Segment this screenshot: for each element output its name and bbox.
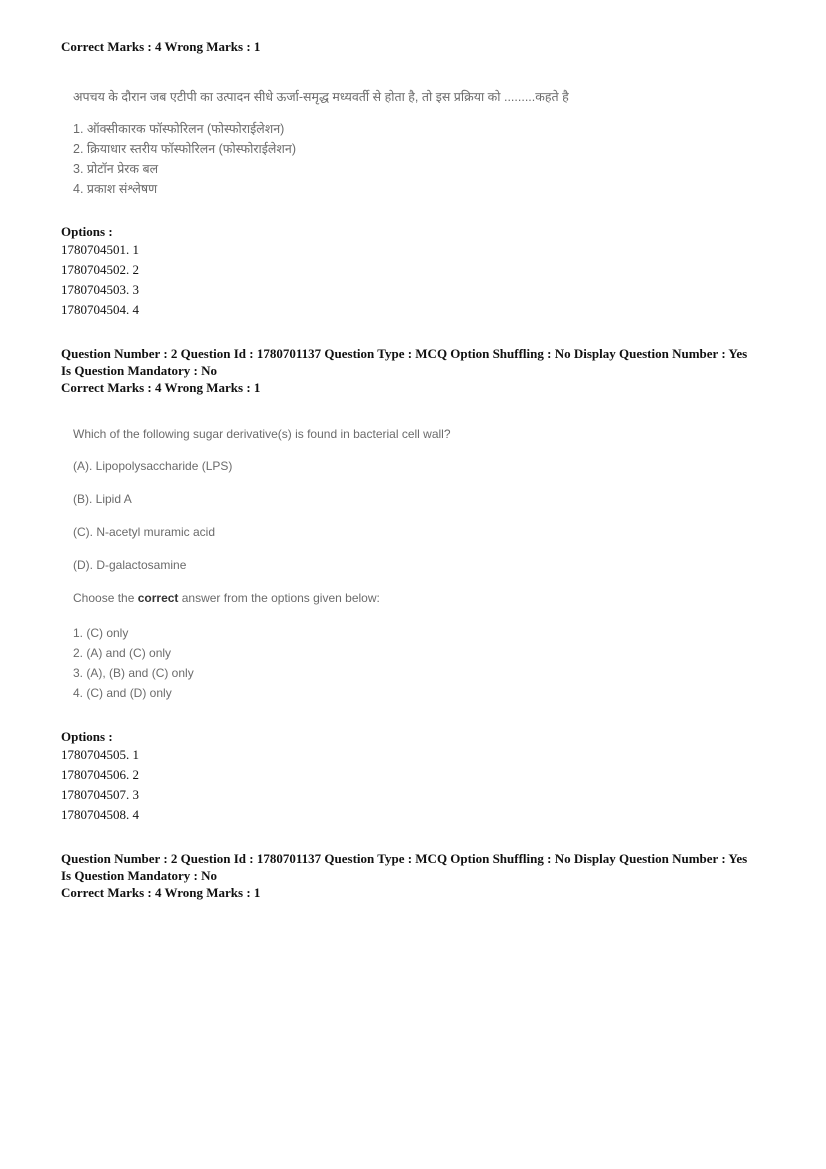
question-image-hindi bbox=[61, 88, 569, 199]
options-list bbox=[61, 729, 139, 825]
options-label: Options : bbox=[61, 729, 113, 744]
question-meta-line: Question Number : 2 Question Id : 1780701137 Question Type : MCQ Option Shuffling : No Display Question Number : Yes bbox=[61, 346, 748, 361]
mandatory-line: Is Question Mandatory : No bbox=[61, 363, 218, 378]
choice-item: 1. ऑक्सीकारक फॉस्फोरिलन (फोस्फोराईलेशन) bbox=[73, 122, 285, 136]
marks-line: Correct Marks : 4 Wrong Marks : 1 bbox=[61, 380, 261, 395]
choice-item: 4. प्रकाश संश्लेषण bbox=[73, 182, 158, 196]
option-item: 1780704503. 3 bbox=[61, 282, 139, 297]
option-item: 1780704508. 4 bbox=[61, 807, 139, 822]
option-item: 1780704507. 3 bbox=[61, 787, 139, 802]
options-list bbox=[61, 224, 139, 320]
statement-item: (A). Lipopolysaccharide (LPS) bbox=[73, 459, 233, 473]
question-header bbox=[61, 345, 747, 396]
choice-item: 3. (A), (B) and (C) only bbox=[73, 666, 194, 680]
options-label: Options : bbox=[61, 224, 113, 239]
question-image-english bbox=[61, 427, 451, 703]
question-stem: Which of the following sugar derivative(s) is found in bacterial cell wall? bbox=[73, 427, 451, 441]
choice-item: 1. (C) only bbox=[73, 626, 129, 640]
option-item: 1780704504. 4 bbox=[61, 302, 139, 317]
question-stem: अपचय के दौरान जब एटीपी का उत्पादन सीधे ऊर्जा-समृद्ध मध्यवर्ती से होता है, तो इस प्रक्रिया को .........कहते है bbox=[73, 90, 569, 104]
option-item: 1780704501. 1 bbox=[61, 242, 139, 257]
statement-item: (D). D-galactosamine bbox=[73, 558, 187, 572]
statement-item: (C). N-acetyl muramic acid bbox=[73, 525, 216, 539]
option-item: 1780704506. 2 bbox=[61, 767, 139, 782]
choice-item: 4. (C) and (D) only bbox=[73, 686, 172, 700]
choice-item: 2. क्रियाधार स्तरीय फॉस्फोरिलन (फोस्फोराईलेशन) bbox=[73, 142, 296, 156]
marks-line: Correct Marks : 4 Wrong Marks : 1 bbox=[61, 885, 261, 900]
question-meta-line: Question Number : 2 Question Id : 1780701137 Question Type : MCQ Option Shuffling : No Display Question Number : Yes bbox=[61, 851, 748, 866]
option-item: 1780704505. 1 bbox=[61, 747, 139, 762]
choice-item: 3. प्रोटॉन प्रेरक बल bbox=[73, 162, 159, 176]
choice-item: 2. (A) and (C) only bbox=[73, 646, 172, 660]
option-item: 1780704502. 2 bbox=[61, 262, 139, 277]
instruction-text: Choose the correct answer from the options given below: bbox=[73, 591, 380, 605]
statement-item: (B). Lipid A bbox=[73, 492, 132, 506]
mandatory-line: Is Question Mandatory : No bbox=[61, 868, 218, 883]
marks-line: Correct Marks : 4 Wrong Marks : 1 bbox=[61, 39, 261, 54]
question-header bbox=[61, 850, 747, 901]
